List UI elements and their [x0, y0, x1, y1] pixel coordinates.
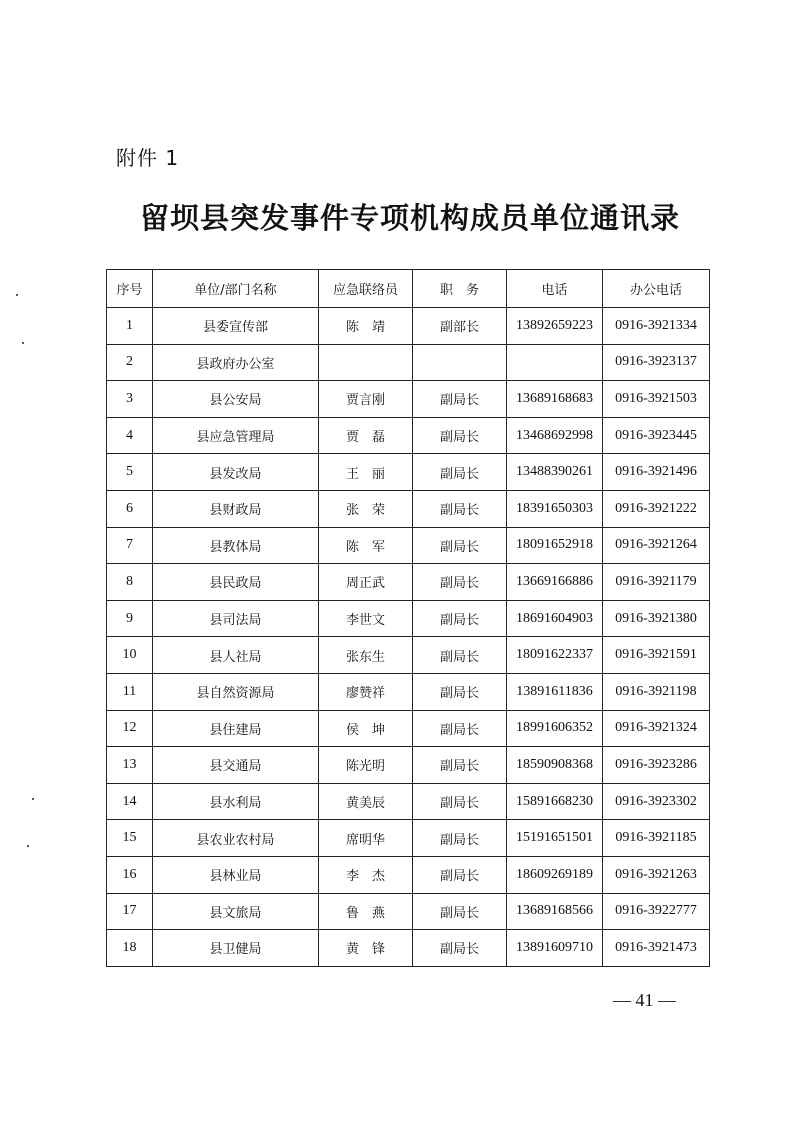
- cell-phone: 15891668230: [507, 783, 603, 820]
- table-row: [107, 344, 710, 381]
- document-title: 留坝县突发事件专项机构成员单位通讯录: [139, 201, 680, 235]
- cell-position: 副局长: [413, 490, 507, 527]
- table-row: [107, 417, 710, 454]
- cell-no: 6: [107, 490, 153, 527]
- cell-phone: 13669166886: [507, 564, 603, 601]
- cell-contact: 贾 磊: [319, 417, 413, 454]
- cell-contact: 陈 军: [319, 527, 413, 564]
- cell-office-phone: 0916-3921591: [603, 637, 710, 674]
- cell-no: 11: [107, 673, 153, 710]
- cell-unit: 县住建局: [153, 710, 319, 747]
- cell-phone: 13892659223: [507, 308, 603, 345]
- cell-position: [413, 344, 507, 381]
- cell-phone: 18691604903: [507, 600, 603, 637]
- cell-no: 3: [107, 381, 153, 418]
- cell-contact: 陈 靖: [319, 308, 413, 345]
- table-row: [107, 747, 710, 784]
- table-header-row: [107, 270, 710, 308]
- cell-no: 13: [107, 747, 153, 784]
- cell-unit: 县自然资源局: [153, 673, 319, 710]
- header-contact: 应急联络员: [319, 270, 413, 308]
- page-number: — 41 —: [613, 990, 676, 1010]
- cell-office-phone: 0916-3921263: [603, 856, 710, 893]
- table-row: [107, 381, 710, 418]
- cell-contact: 席明华: [319, 820, 413, 857]
- cell-office-phone: 0916-3921185: [603, 820, 710, 857]
- header-office-phone: 办公电话: [603, 270, 710, 308]
- cell-contact: 王 丽: [319, 454, 413, 491]
- cell-no: 16: [107, 856, 153, 893]
- cell-phone: 18091622337: [507, 637, 603, 674]
- cell-unit: 县发改局: [153, 454, 319, 491]
- cell-phone: 13891611836: [507, 673, 603, 710]
- cell-office-phone: 0916-3921324: [603, 710, 710, 747]
- cell-unit: 县委宣传部: [153, 308, 319, 345]
- cell-contact: [319, 344, 413, 381]
- cell-no: 8: [107, 564, 153, 601]
- cell-unit: 县林业局: [153, 856, 319, 893]
- cell-phone: 13891609710: [507, 930, 603, 967]
- cell-unit: 县卫健局: [153, 930, 319, 967]
- header-position: 职 务: [413, 270, 507, 308]
- cell-office-phone: 0916-3921496: [603, 454, 710, 491]
- cell-position: 副局长: [413, 710, 507, 747]
- cell-unit: 县公安局: [153, 381, 319, 418]
- cell-no: 17: [107, 893, 153, 930]
- table-row: [107, 710, 710, 747]
- table-row: [107, 820, 710, 857]
- cell-position: 副局长: [413, 747, 507, 784]
- cell-contact: 周正武: [319, 564, 413, 601]
- table-row: [107, 856, 710, 893]
- cell-phone: 13689168683: [507, 381, 603, 418]
- cell-contact: 黄美辰: [319, 783, 413, 820]
- cell-office-phone: 0916-3921334: [603, 308, 710, 345]
- cell-no: 5: [107, 454, 153, 491]
- cell-no: 1: [107, 308, 153, 345]
- cell-phone: 18391650303: [507, 490, 603, 527]
- cell-position: 副局长: [413, 454, 507, 491]
- cell-office-phone: 0916-3923302: [603, 783, 710, 820]
- cell-contact: 张东生: [319, 637, 413, 674]
- cell-unit: 县人社局: [153, 637, 319, 674]
- table-row: [107, 600, 710, 637]
- cell-phone: 18991606352: [507, 710, 603, 747]
- scan-speck: [22, 342, 24, 344]
- scan-speck: [32, 798, 34, 800]
- cell-phone: 18609269189: [507, 856, 603, 893]
- cell-no: 4: [107, 417, 153, 454]
- cell-office-phone: 0916-3921198: [603, 673, 710, 710]
- contact-table: [106, 269, 710, 967]
- cell-no: 9: [107, 600, 153, 637]
- attachment-label: 附件 1: [116, 146, 180, 170]
- cell-position: 副局长: [413, 820, 507, 857]
- cell-phone: 15191651501: [507, 820, 603, 857]
- header-no: 序号: [107, 270, 153, 308]
- scan-speck: [16, 294, 18, 296]
- cell-phone: [507, 344, 603, 381]
- cell-position: 副局长: [413, 893, 507, 930]
- table-row: [107, 564, 710, 601]
- cell-position: 副局长: [413, 783, 507, 820]
- header-phone: 电话: [507, 270, 603, 308]
- cell-no: 7: [107, 527, 153, 564]
- cell-unit: 县民政局: [153, 564, 319, 601]
- cell-contact: 贾言刚: [319, 381, 413, 418]
- cell-contact: 张 荣: [319, 490, 413, 527]
- cell-contact: 李 杰: [319, 856, 413, 893]
- cell-office-phone: 0916-3923286: [603, 747, 710, 784]
- cell-position: 副局长: [413, 564, 507, 601]
- cell-position: 副局长: [413, 930, 507, 967]
- cell-office-phone: 0916-3923445: [603, 417, 710, 454]
- cell-phone: 18091652918: [507, 527, 603, 564]
- table-body: [107, 308, 710, 967]
- cell-no: 10: [107, 637, 153, 674]
- cell-office-phone: 0916-3923137: [603, 344, 710, 381]
- table-row: [107, 783, 710, 820]
- cell-unit: 县司法局: [153, 600, 319, 637]
- cell-unit: 县文旅局: [153, 893, 319, 930]
- cell-phone: 13468692998: [507, 417, 603, 454]
- scan-speck: [27, 845, 29, 847]
- cell-position: 副局长: [413, 417, 507, 454]
- cell-no: 14: [107, 783, 153, 820]
- cell-contact: 黄 锋: [319, 930, 413, 967]
- header-unit: 单位/部门名称: [153, 270, 319, 308]
- cell-office-phone: 0916-3921503: [603, 381, 710, 418]
- table-row: [107, 454, 710, 491]
- cell-office-phone: 0916-3922777: [603, 893, 710, 930]
- cell-contact: 廖赞祥: [319, 673, 413, 710]
- cell-unit: 县财政局: [153, 490, 319, 527]
- cell-unit: 县农业农村局: [153, 820, 319, 857]
- cell-office-phone: 0916-3921222: [603, 490, 710, 527]
- cell-contact: 鲁 燕: [319, 893, 413, 930]
- cell-position: 副局长: [413, 600, 507, 637]
- cell-no: 18: [107, 930, 153, 967]
- table-row: [107, 308, 710, 345]
- cell-office-phone: 0916-3921380: [603, 600, 710, 637]
- cell-phone: 13689168566: [507, 893, 603, 930]
- cell-position: 副局长: [413, 527, 507, 564]
- table-row: [107, 893, 710, 930]
- table-row: [107, 490, 710, 527]
- cell-office-phone: 0916-3921473: [603, 930, 710, 967]
- cell-office-phone: 0916-3921179: [603, 564, 710, 601]
- cell-contact: 陈光明: [319, 747, 413, 784]
- cell-phone: 13488390261: [507, 454, 603, 491]
- cell-unit: 县教体局: [153, 527, 319, 564]
- table-row: [107, 673, 710, 710]
- cell-phone: 18590908368: [507, 747, 603, 784]
- cell-no: 15: [107, 820, 153, 857]
- cell-unit: 县水利局: [153, 783, 319, 820]
- cell-position: 副局长: [413, 637, 507, 674]
- cell-contact: 李世文: [319, 600, 413, 637]
- cell-unit: 县政府办公室: [153, 344, 319, 381]
- cell-unit: 县应急管理局: [153, 417, 319, 454]
- cell-office-phone: 0916-3921264: [603, 527, 710, 564]
- cell-unit: 县交通局: [153, 747, 319, 784]
- table-row: [107, 527, 710, 564]
- cell-position: 副局长: [413, 381, 507, 418]
- cell-position: 副部长: [413, 308, 507, 345]
- cell-position: 副局长: [413, 856, 507, 893]
- cell-no: 12: [107, 710, 153, 747]
- cell-contact: 侯 坤: [319, 710, 413, 747]
- table-row: [107, 930, 710, 967]
- cell-position: 副局长: [413, 673, 507, 710]
- table-row: [107, 637, 710, 674]
- cell-no: 2: [107, 344, 153, 381]
